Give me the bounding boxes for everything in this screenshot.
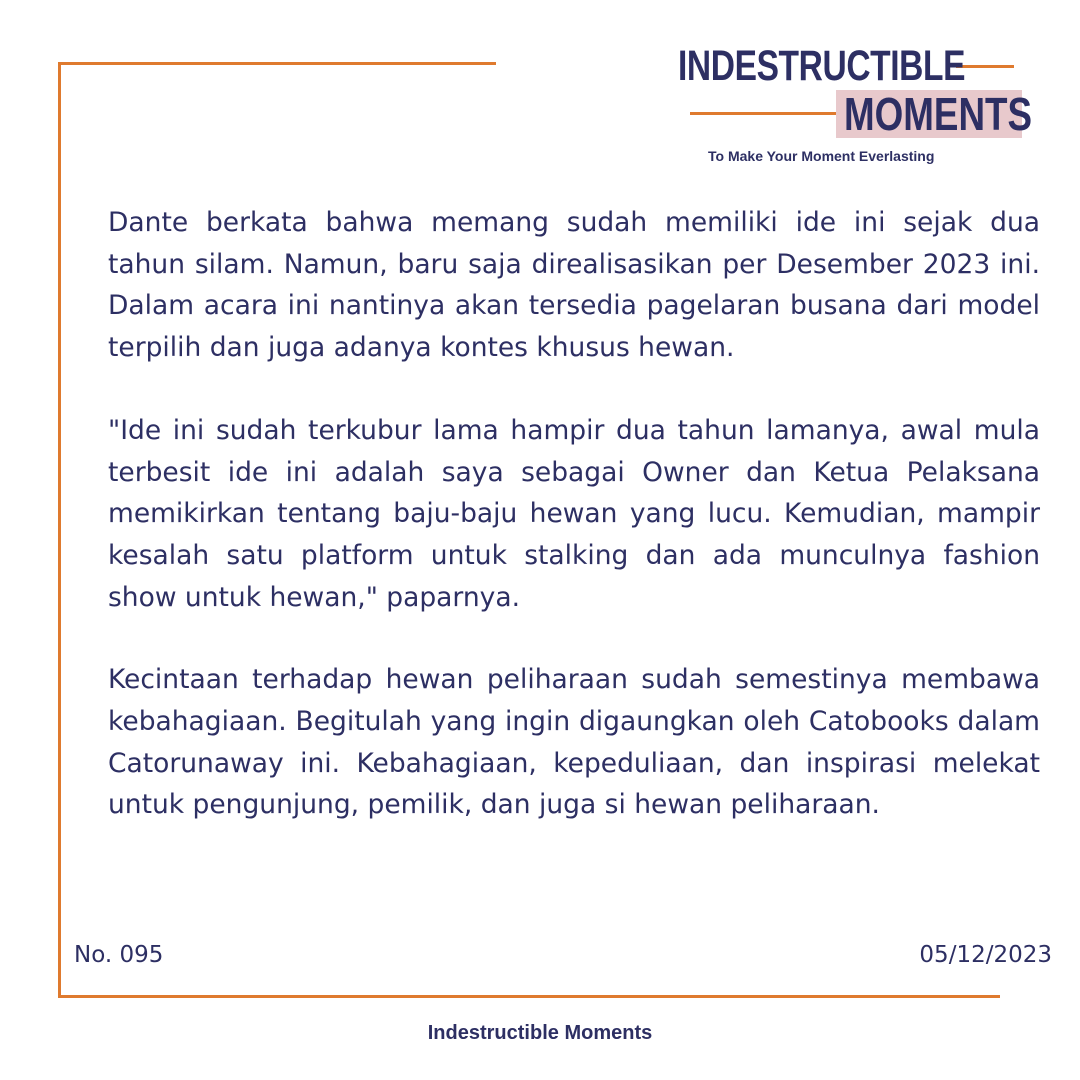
brand-footer: Indestructible Moments — [427, 1022, 653, 1044]
logo-tagline: To Make Your Moment Everlasting — [708, 148, 935, 164]
logo-dash-left — [690, 112, 836, 115]
publish-date: 05/12/2023 — [919, 942, 1052, 968]
paragraph-1: Dante berkata bahwa memang sudah memiliki ide ini sejak dua tahun silam. Namun, baru saja direalisasikan per Desember 2023 ini. Dalam acara ini nantinya akan tersedia pagelaran busana dari model terpilih dan juga adanya kontes khusus hewan. — [108, 207, 1040, 364]
logo-line-2: MOMENTS — [844, 88, 1033, 140]
frame-bottom-line — [58, 995, 1000, 998]
article-body — [108, 202, 1040, 867]
paragraph-2: "Ide ini sudah terkubur lama hampir dua tahun lamanya, awal mula terbesit ide ini adalah saya sebagai Owner dan Ketua Pelaksana memikirkan tentang baju-baju hewan yang lucu. Kemudian, mampir kesalah satu platform untuk stalking dan ada munculnya fashion show untuk hewan," paparnya. — [108, 414, 1040, 613]
frame-left-line — [58, 62, 61, 998]
frame-top-line — [58, 62, 496, 65]
paragraph-3: Kecintaan terhadap hewan peliharaan sudah semestinya membawa kebahagiaan. Begitulah yang ingin digaungkan oleh Catobooks dalam Catorunaway ini. Kebahagiaan, kepeduliaan, dan inspirasi melekat untuk pengunjung, pemilik, dan juga si hewan peliharaan. — [108, 664, 1040, 821]
brand-logo — [676, 40, 1033, 170]
logo-line-1: INDESTRUCTIBLE — [678, 42, 966, 90]
issue-number: No. 095 — [74, 942, 164, 968]
